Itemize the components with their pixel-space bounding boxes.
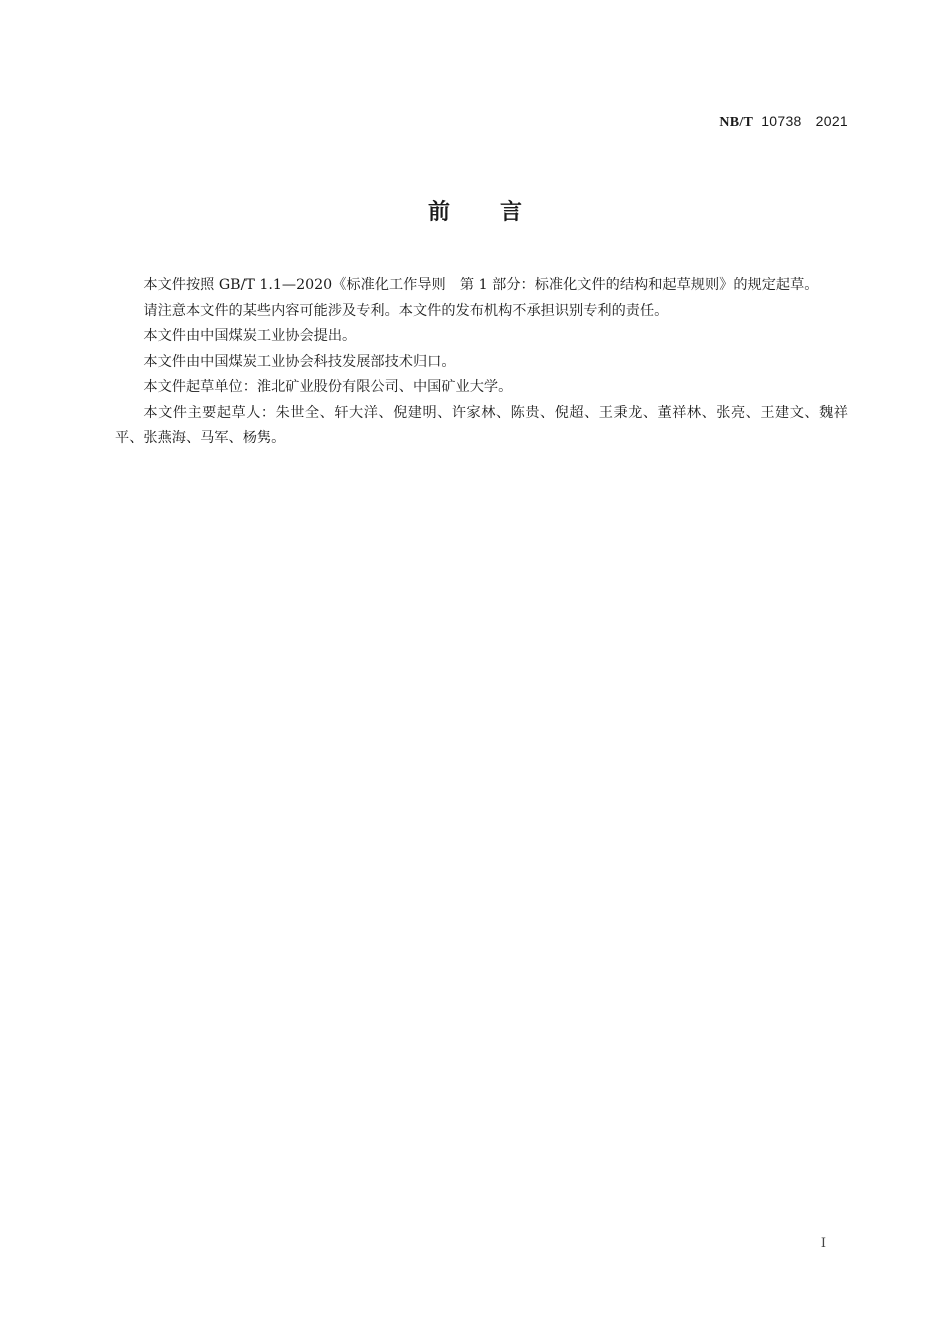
paragraph-drafting-units: 本文件起草单位：淮北矿业股份有限公司、中国矿业大学。 <box>143 379 513 395</box>
paragraph-patent-notice: 请注意本文件的某些内容可能涉及专利。本文件的发布机构不承担识别专利的责任。 <box>143 302 669 319</box>
paragraph-drafting-rules: 本文件按照 GB/T 1.1—2020《标准化工作导则 第 1 部分：标准化文件的结构和起草规则》的规定起草。 <box>143 277 819 293</box>
page-title-char-2: 言 <box>500 200 523 225</box>
paragraph-technical-committee: 本文件由中国煤炭工业协会科技发展部技术归口。 <box>143 353 456 370</box>
standard-code <box>719 113 848 131</box>
page-title <box>0 195 950 226</box>
page-title-char-1: 前 <box>427 200 450 225</box>
standard-code-number: 10738 <box>761 113 802 129</box>
standard-code-year: 2021 <box>815 113 848 129</box>
paragraph-proposer: 本文件由中国煤炭工业协会提出。 <box>143 328 357 344</box>
paragraph-drafters: 本文件主要起草人：朱世全、轩大洋、倪建明、许家林、陈贵、倪超、王秉龙、董祥林、张亮、王建文、魏祥平、张燕海、马军、杨隽。 <box>115 404 848 446</box>
standard-code-prefix: NB/T <box>719 115 754 130</box>
foreword-body <box>115 273 848 452</box>
page-number: I <box>820 1236 826 1251</box>
